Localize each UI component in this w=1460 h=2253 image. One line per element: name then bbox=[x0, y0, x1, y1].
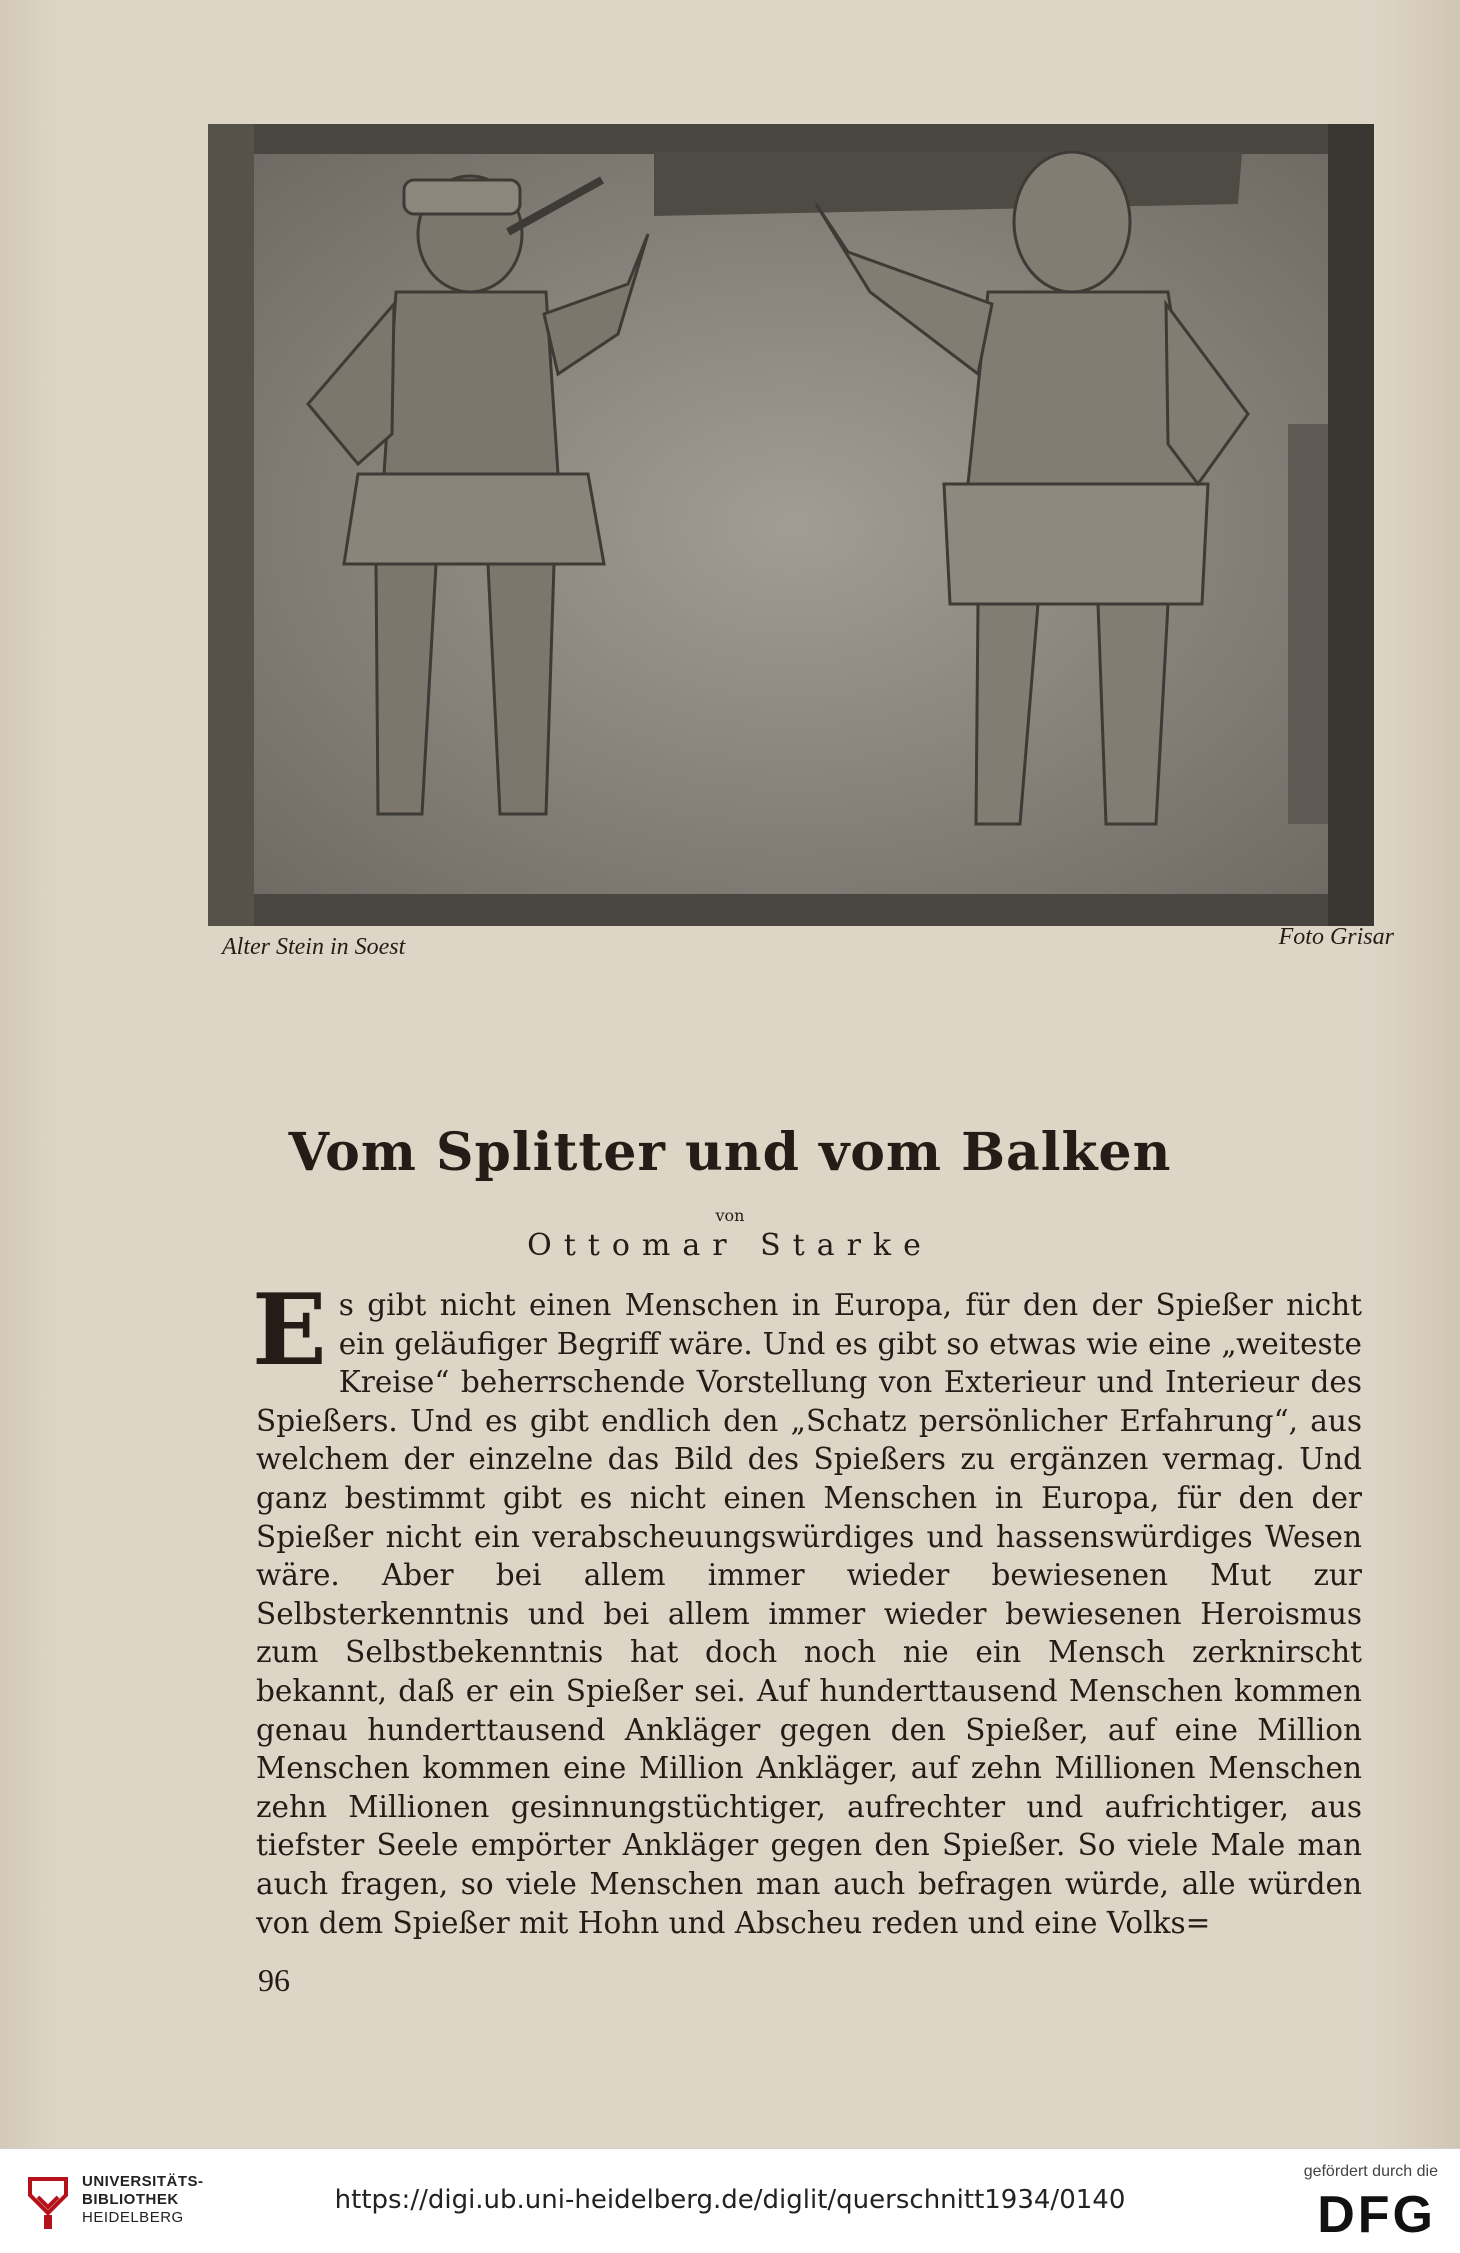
drop-cap: E bbox=[252, 1273, 327, 1388]
funding-note: gefördert durch die bbox=[1303, 2163, 1438, 2180]
photo-caption: Alter Stein in Soest bbox=[222, 934, 406, 960]
article-body-text: s gibt nicht einen Menschen in Europa, für den der Spießer nicht ein geläufiger Begriff wäre. Und es gibt so etwas wie eine „weiteste Kreise“ beherrschende Vorstellung von Exterieur und Interieur des Spießers. Und es gibt endlich den „Schatz persönlicher Erfahrung“, aus welchem der einzelne das Bild des Spießers zu ergänzen vermag. Und ganz bestimmt gibt es nicht einen Menschen in Europa, für den der Spießer nicht ein verabscheuungswürdiges und hassenswürdiges Wesen wäre. Aber bei allem immer wieder bewiesenen Mut zur Selbsterkenntnis und bei allem immer wieder bewiesenen Heroismus zum Selbstbekenntnis hat doch noch nie ein Mensch zerknirscht bekannt, daß er ein Spießer sei. Auf hunderttausend Menschen kommen genau hunderttausend Ankläger gegen den Spießer, auf eine Million Menschen kommen eine Million Ankläger, auf zehn Millionen Menschen zehn Millionen gesinnungstüchtiger, aufrechter und aufrichtiger, aus tiefster Seele empörter Ankläger gegen den Spießer. So viele Male man auch fragen, so viele Menschen man auch befragen würde, alle würden von dem Spießer mit Hohn und Abscheu reden und eine Volks= bbox=[256, 1288, 1362, 1940]
page-number: 96 bbox=[258, 1962, 290, 1998]
article-title: Vom Splitter und vom Balken bbox=[288, 1122, 1172, 1183]
byline-von: von bbox=[715, 1206, 745, 1225]
library-name: UNIVERSITÄTS- BIBLIOTHEK HEIDELBERG bbox=[82, 2173, 204, 2226]
relief-photograph bbox=[208, 124, 1374, 926]
article-author: Ottomar Starke bbox=[527, 1228, 933, 1263]
article-body bbox=[252, 1273, 1362, 1942]
photo-credit: Foto Grisar bbox=[1278, 924, 1394, 950]
relief-image bbox=[208, 124, 1374, 926]
viewer-footer bbox=[0, 2148, 1460, 2253]
permalink-url[interactable]: https://digi.ub.uni-heidelberg.de/diglit/querschnitt1934/0140 bbox=[334, 2185, 1126, 2215]
dfg-logo: DFG bbox=[1317, 2186, 1436, 2244]
